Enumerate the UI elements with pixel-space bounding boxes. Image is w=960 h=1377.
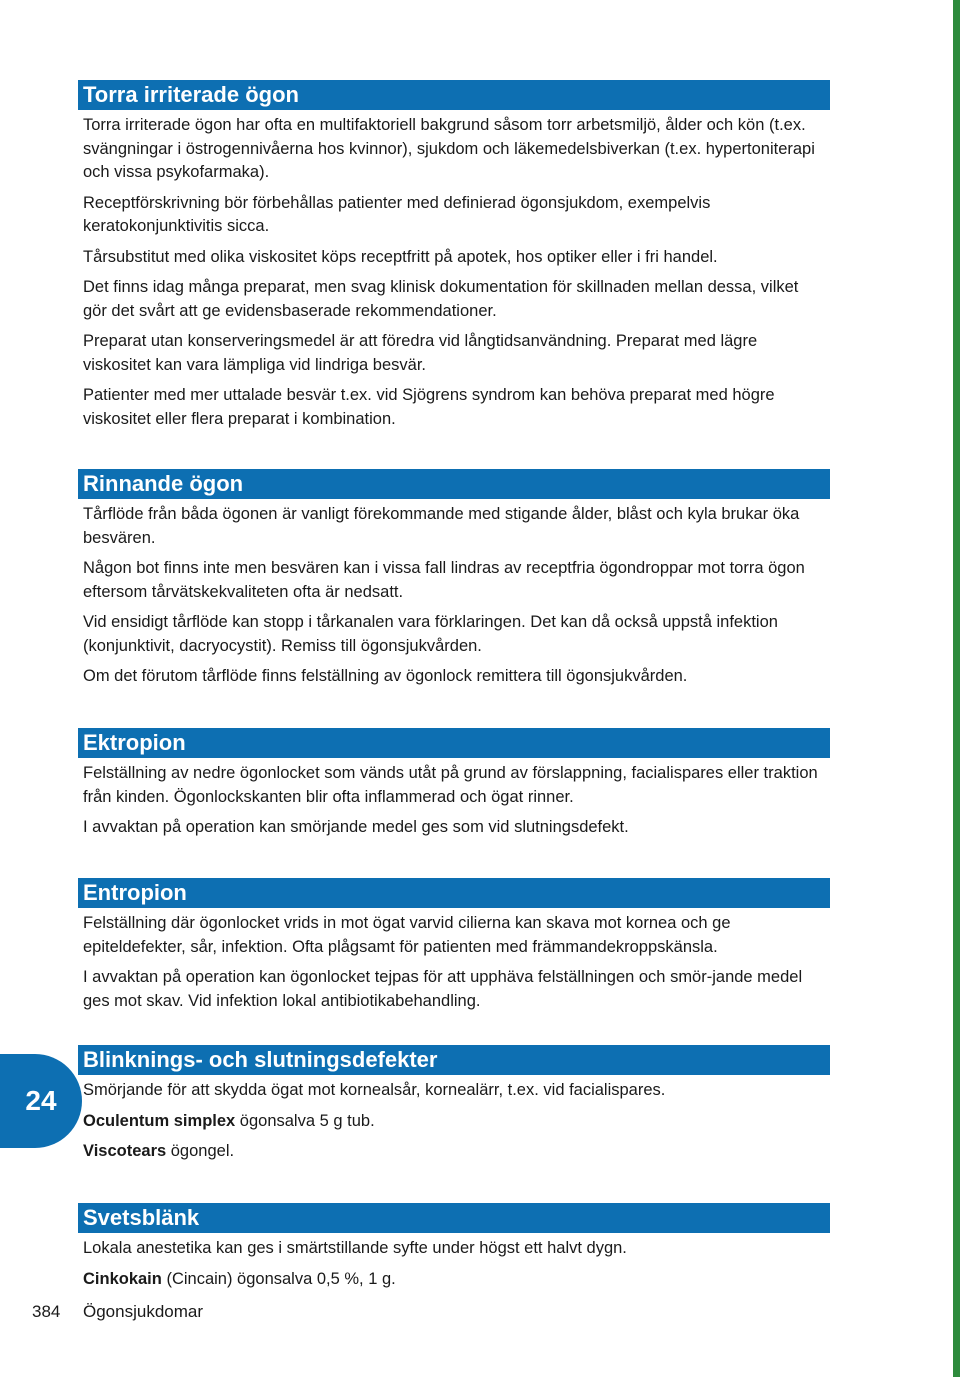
drug-line xyxy=(78,1140,830,1164)
paragraph: Patienter med mer uttalade besvär t.ex. vid Sjögrens syndrom kan behöva preparat med högre viskositet eller flera preparat i kombination. xyxy=(83,386,775,428)
drug-description: ögongel. xyxy=(166,1142,235,1160)
paragraph: Tårflöde från båda ögonen är vanligt förekommande med stigande ålder, blåst och kyla brukar öka besvären. xyxy=(83,505,800,547)
drug-name: Oculentum simplex xyxy=(83,1111,236,1130)
paragraph: I avvaktan på operation kan ögonlocket tejpas för att upphäva felställningen och smör-jande medel ges mot skav. Vid infektion lokal antibiotikabehandling. xyxy=(83,968,803,1010)
drug-description: ögonsalva 5 g tub. xyxy=(235,1111,375,1130)
drug-line xyxy=(78,1110,830,1134)
paragraph: Tårsubstitut med olika viskositet köps receptfritt på apotek, hos optiker eller i fri handel. xyxy=(83,247,718,266)
section-heading: Rinnande ögon xyxy=(78,469,830,499)
section-svetsblank xyxy=(78,1203,830,1298)
chapter-number: 24 xyxy=(25,1085,57,1116)
paragraph: Det finns idag många preparat, men svag klinisk dokumentation för skillnaden mellan dessa, vilket gör det svårt att ge evidensbaserade rekommendationer. xyxy=(83,278,799,320)
paragraph: Torra irriterade ögon har ofta en multifaktoriell bakgrund såsom torr arbetsmiljö, ålder och kön (t.ex. svängningar i östrogennivåerna hos kvinnor), sjukdom och läkemedelsbiverkan (t.ex. hypertoniterapi och vissa psykofarmaka). xyxy=(83,116,815,181)
drug-description: (Cincain) ögonsalva 0,5 %, 1 g. xyxy=(161,1269,396,1288)
section-entropion xyxy=(78,878,830,1020)
section-heading: Entropion xyxy=(78,878,830,908)
section-heading: Blinknings- och slutningsdefekter xyxy=(78,1045,830,1075)
footer-title: Ögonsjukdomar xyxy=(83,1302,204,1321)
paragraph: Felställning där ögonlocket vrids in mot ögat varvid cilierna kan skava mot kornea och ge epiteldefekter, sår, infektion. Ofta plågsamt för patienten med främmandekroppskänsla. xyxy=(83,914,731,956)
paragraph: Om det förutom tårflöde finns felställning av ögonlock remittera till ögonsjukvården. xyxy=(83,667,688,685)
paragraph: Felställning av nedre ögonlocket som vänds utåt på grund av förslappning, facialispares eller traktion från kinden. Ögonlockskanten blir ofta inflammerad och ögat rinner. xyxy=(83,764,818,806)
section-heading: Svetsblänk xyxy=(78,1203,830,1233)
section-torra-ogon xyxy=(78,80,830,438)
paragraph: Preparat utan konserveringsmedel är att föredra vid långtidsanvändning. Preparat med lägre viskositet kan vara lämpliga vid lindriga besvär. xyxy=(83,332,758,374)
paragraph: I avvaktan på operation kan smörjande medel ges som vid slutningsdefekt. xyxy=(83,818,629,836)
page-number: 384 xyxy=(32,1302,61,1321)
section-ektropion xyxy=(78,728,830,847)
section-rinnande-ogon xyxy=(78,469,830,696)
drug-line xyxy=(78,1268,830,1292)
section-heading: Torra irriterade ögon xyxy=(78,80,830,110)
paragraph: Receptförskrivning bör förbehållas patienter med definierad ögonsjukdom, exempelvis keratokonjunktivitis sicca. xyxy=(83,193,711,235)
section-blinkningsdefekter xyxy=(78,1045,830,1171)
drug-name: Viscotears xyxy=(83,1142,167,1160)
paragraph: Någon bot finns inte men besvären kan i vissa fall lindras av receptfria ögondroppar mot torra ögon eftersom tårvätskekvaliteten ofta är nedsatt. xyxy=(83,559,805,601)
section-heading: Ektropion xyxy=(78,728,830,758)
side-color-bar xyxy=(953,0,960,1377)
paragraph: Smörjande för att skydda ögat mot kornealsår, kornealärr, t.ex. vid facialispares. xyxy=(83,1081,666,1099)
drug-name: Cinkokain xyxy=(83,1269,162,1288)
paragraph: Lokala anestetika kan ges i smärtstillande syfte under högst ett halvt dygn. xyxy=(83,1239,627,1257)
chapter-tab xyxy=(0,1054,82,1148)
paragraph: Vid ensidigt tårflöde kan stopp i tårkanalen vara förklaringen. Det kan då också uppstå infektion (konjunktivit, dacryocystit). Remiss till ögonsjukvården. xyxy=(83,613,778,655)
